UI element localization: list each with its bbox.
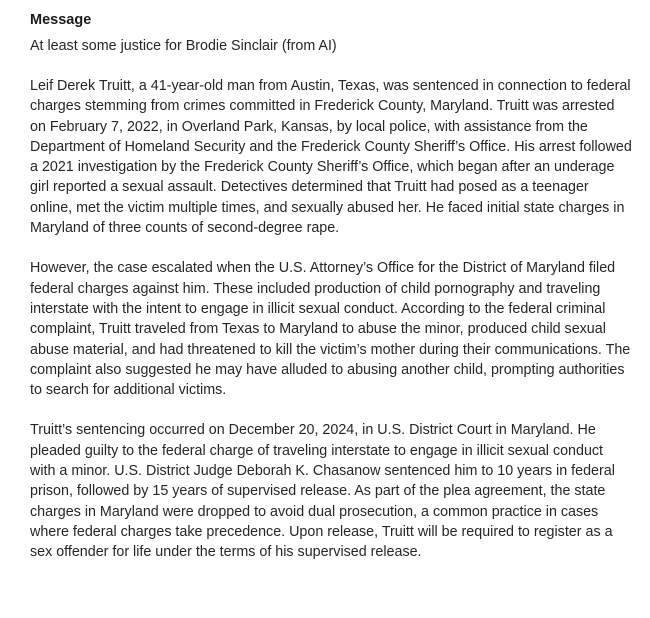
message-heading: Message: [30, 12, 92, 28]
message-paragraph: However, the case escalated when the U.S. Attorney’s Office for the District of Maryland filed federal charges against him. These included production of child pornography and traveling interstate with the intent to engage in illicit sexual conduct. According to the federal criminal complaint, Truitt traveled from Texas to Maryland to abuse the minor, produced child sexual abuse material, and had threatened to kill the victim’s mother during their communications. The complaint also suggested he may have alluded to abusing another child, prompting authorities to search for additional victims.: [30, 260, 631, 399]
message-paragraph: Leif Derek Truitt, a 41-year-old man from Austin, Texas, was sentenced in connection to federal charges stemming from crimes committed in Frederick County, Maryland. Truitt was arrested on February 7, 2022, in Overland Park, Kansas, by local police, with assistance from the Department of Homeland Security and the Frederick County Sheriff’s Office. His arrest followed a 2021 investigation by the Frederick County Sheriff’s Office, which began after an underage girl reported a sexual assault. Detectives determined that Truitt had posed as a teenager online, met the victim multiple times, and sexually abused her. He faced initial state charges in Maryland of three counts of second-degree rape.: [30, 78, 632, 237]
message-subject: At least some justice for Brodie Sinclair (from AI): [30, 38, 337, 54]
message-paragraph: Truitt’s sentencing occurred on December 20, 2024, in U.S. District Court in Maryland. He pleaded guilty to the federal charge of traveling interstate to engage in illicit sexual conduct with a minor. U.S. District Judge Deborah K. Chasanow sentenced him to 10 years in federal prison, followed by 15 years of supervised release. As part of the plea agreement, the state charges in Maryland were dropped to avoid dual prosecution, a common practice in cases where federal charges take precedence. Upon release, Truitt will be required to register as a sex offender for life under the terms of his supervised release.: [30, 422, 615, 561]
message-body: [30, 76, 632, 563]
